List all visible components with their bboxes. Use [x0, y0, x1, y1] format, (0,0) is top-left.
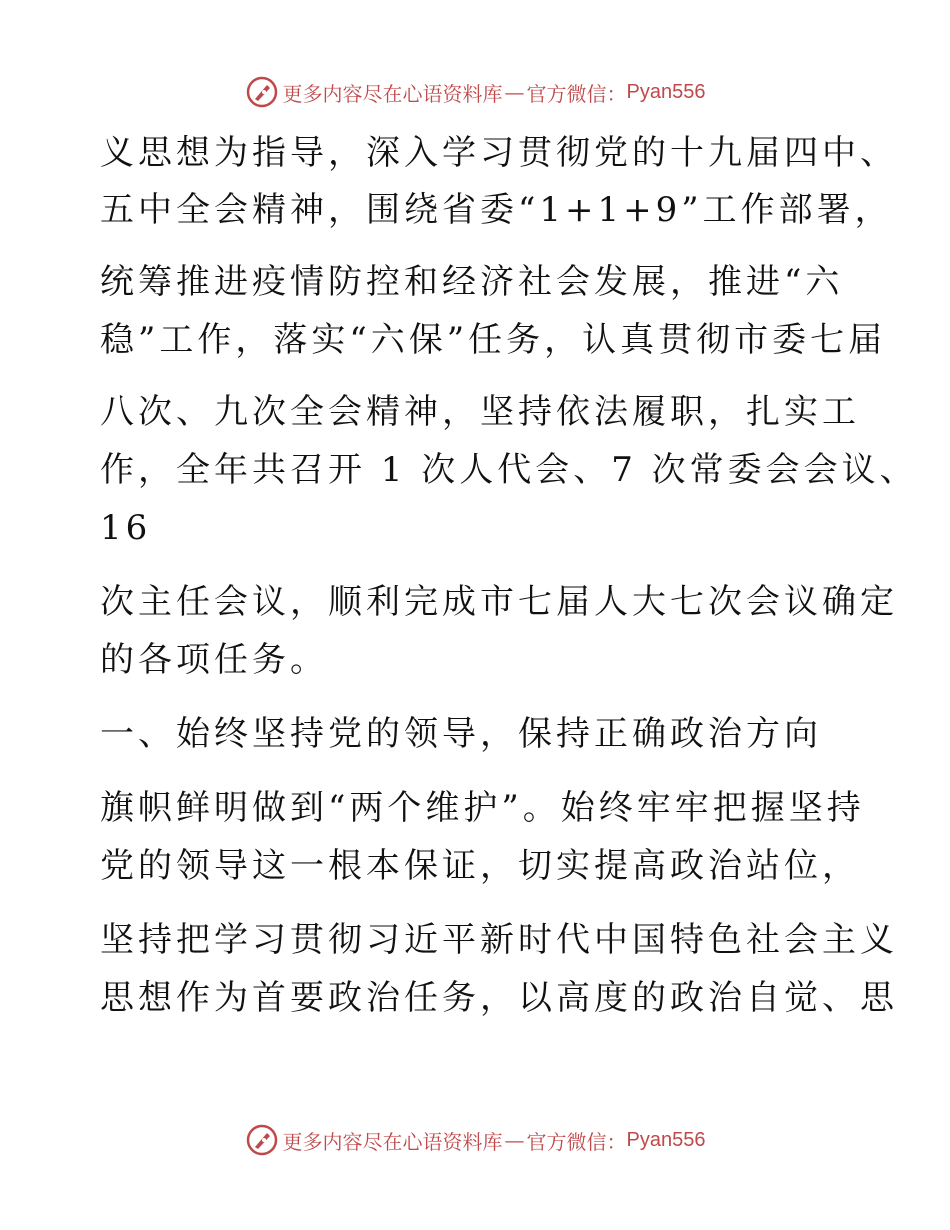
text-line: 的各项任务。 — [100, 640, 328, 680]
text-line: 义思想为指导，深入学习贯彻党的十九届四中、 — [100, 133, 898, 173]
watermark-dash: — — [504, 80, 525, 104]
watermark-dash: — — [504, 1128, 525, 1152]
footer-watermark — [0, 1120, 950, 1160]
pen-nib-logo-icon — [245, 75, 279, 109]
section-heading: 一、始终坚持党的领导，保持正确政治方向 — [100, 714, 822, 754]
watermark-suffix: 官方微信： — [526, 1129, 627, 1154]
watermark-text: 更多内容尽在心语资料库 — [282, 1129, 503, 1154]
text-line: 16 — [100, 508, 152, 548]
text-line: 五中全会精神，围绕省委“1+1+9”工作部署， — [100, 190, 893, 230]
text-line: 次主任会议，顺利完成市七届人大七次会议确定 — [100, 582, 898, 622]
text-line: 稳”工作，落实“六保”任务，认真贯彻市委七届 — [100, 320, 887, 360]
text-line: 党的领导这一根本保证，切实提高政治站位， — [100, 846, 860, 886]
header-watermark — [0, 72, 950, 112]
text-line: 坚持把学习贯彻习近平新时代中国特色社会主义 — [100, 920, 898, 960]
watermark-text: 更多内容尽在心语资料库 — [282, 81, 503, 106]
text-line: 八次、九次全会精神，坚持依法履职，扎实工 — [100, 392, 860, 432]
text-line: 思想作为首要政治任务，以高度的政治自觉、思 — [100, 978, 898, 1018]
watermark-id: Pyan556 — [626, 1128, 706, 1151]
text-line: 统筹推进疫情防控和经济社会发展，推进“六 — [100, 262, 844, 302]
text-line: 旗帜鲜明做到“两个维护”。始终牢牢把握坚持 — [100, 788, 865, 828]
watermark-id: Pyan556 — [626, 80, 706, 103]
text-line: 作，全年共召开 1 次人代会、7 次常委会会议、 — [100, 450, 918, 490]
watermark-suffix: 官方微信： — [526, 81, 627, 106]
pen-nib-logo-icon — [245, 1123, 279, 1157]
